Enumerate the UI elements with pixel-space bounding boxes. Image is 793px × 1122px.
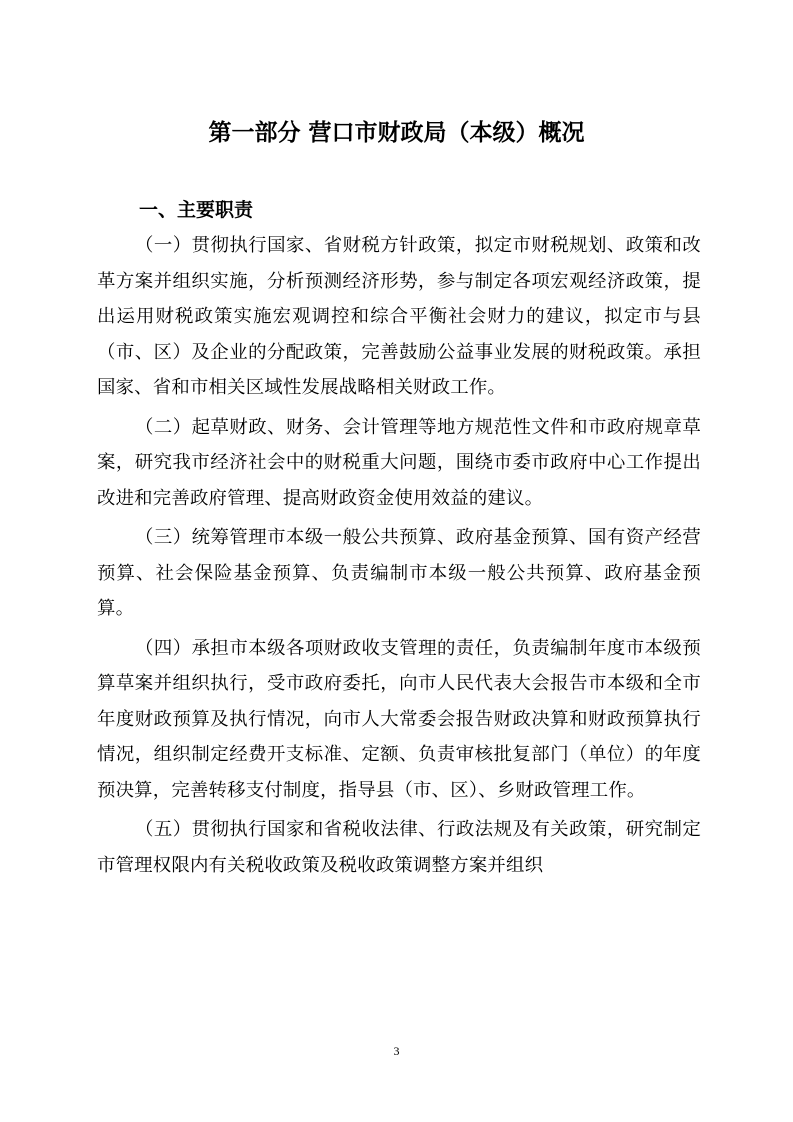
section-heading: 一、主要职责 [139, 199, 254, 221]
paragraph-5: （五）贯彻执行国家和省税收法律、行政法规及有关政策，研究制定市管理权限内有关税收政策及税收政策调整方案并组织 [97, 819, 701, 876]
page-number: 3 [393, 1044, 400, 1058]
page-title: 第一部分 营口市财政局（本级）概况 [208, 120, 585, 146]
paragraph-4: （四）承担市本级各项财政收支管理的责任，负责编制年度市本级预算草案并组织执行，受市政府委托，向市人民代表大会报告市本级和全市年度财政预算及执行情况，向市人大常委会报告财政决算和财政预算执行情况，组织制定经费开支标准、定额、负责审核批复部门（单位）的年度预决算，完善转移支付制度，指导县（市、区）、乡财政管理工作。 [97, 637, 701, 801]
document-body [97, 228, 701, 887]
paragraph-3: （三）统筹管理市本级一般公共预算、政府基金预算、国有资产经营预算、社会保险基金预算、负责编制市本级一般公共预算、政府基金预算。 [97, 527, 701, 619]
paragraph-2: （二）起草财政、财务、会计管理等地方规范性文件和市政府规章草案，研究我市经济社会中的财税重大问题，围绕市委市政府中心工作提出改进和完善政府管理、提高财政资金使用效益的建议。 [97, 416, 701, 509]
paragraph-1: （一）贯彻执行国家、省财税方针政策，拟定市财税规划、政策和改革方案并组织实施，分析预测经济形势，参与制定各项宏观经济政策，提出运用财税政策实施宏观调控和综合平衡社会财力的建议，拟定市与县（市、区）及企业的分配政策，完善鼓励公益事业发展的财税政策。承担国家、省和市相关区域性发展战略相关财政工作。 [97, 235, 701, 398]
